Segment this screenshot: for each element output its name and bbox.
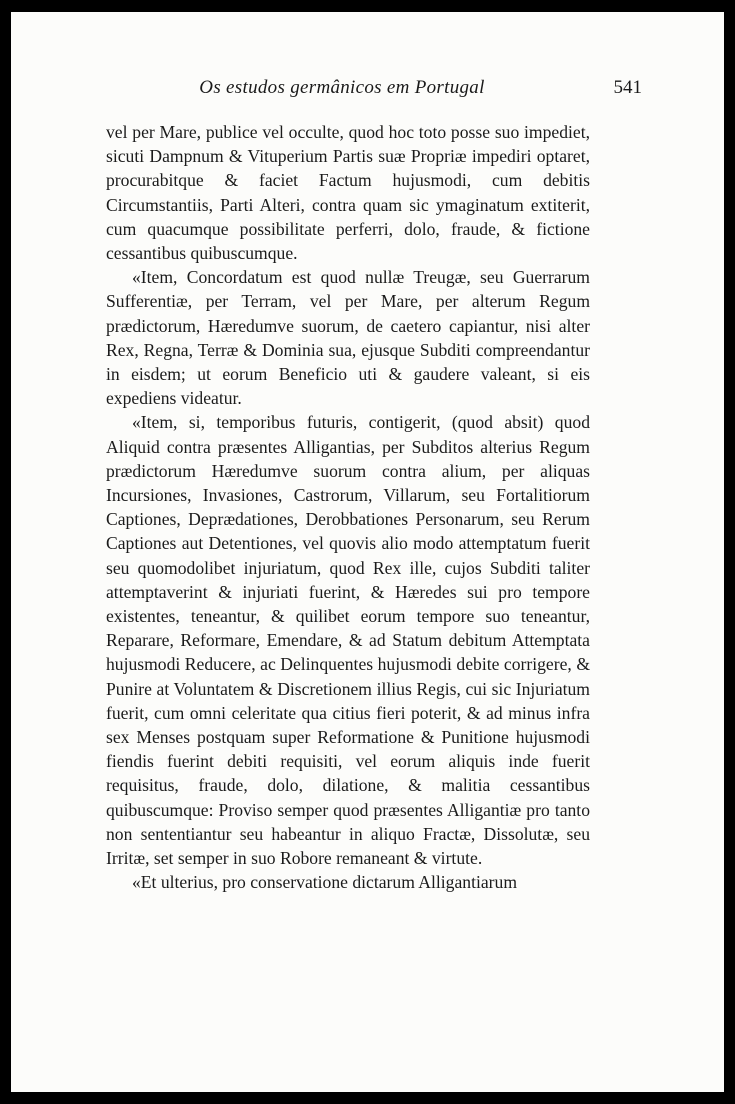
book-page (11, 12, 724, 1092)
body-text (106, 120, 590, 895)
paragraph: «Item, Concordatum est quod nullæ Treugæ, seu Guerrarum Sufferentiæ, per Terram, vel per Mare, per alterum Regum prædictorum, Hæredumve suorum, de caetero capiantur, nisi alter Rex, Regna, Terræ & Dominia sua, ejusque Subditi compreendantur in eisdem; ut eorum Beneficio uti & gaudere valeant, si eis expediens videatur. (106, 267, 590, 409)
paragraph: «Item, si, temporibus futuris, contigerit, (quod absit) quod Aliquid contra præsentes Alligantias, per Subditos alterius Regum prædictorum Hæredumve suorum contra alium, per aliquas Incursiones, Invasiones, Castrorum, Villarum, seu Fortalitiorum Captiones, Deprædationes, Derobbationes Personarum, seu Rerum Captiones aut Detentiones, vel quovis alio modo attemptatum fuerit seu quomodolibet injuriatum, quod Rex ille, cujos Subditi taliter attemptaverint & injuriati fuerint, & Hæredes sui pro tempore existentes, teneantur, & quilibet eorum tempore suo teneantur, Reparare, Reformare, Emendare, & ad Statum debitum Attemptata hujusmodi Reducere, ac Delinquentes hujusmodi debite corrigere, & Punire at Voluntatem & Discretionem illius Regis, cui sic Injuriatum fuerit, cum omni celeritate qua citius fieri poterit, & ad minus infra sex Menses postquam super Reformatione & Punitione hujusmodi fiendis fuerint debiti requisiti, vel eorum aliquis inde fuerit requisitus, fraude, dolo, dilatione, & malitia cessantibus quibuscumque: Proviso semper quod præsentes Alligantiæ pro tanto non sententiantur seu habeantur in aliquo Fractæ, Dissolutæ, seu Irritæ, set semper in suo Robore remaneant & virtute. (106, 412, 590, 869)
paragraph: «Et ulterius, pro conservatione dictarum Alligantiarum (132, 872, 518, 893)
running-title: Os estudos germânicos em Portugal (199, 77, 485, 98)
page-header (107, 77, 642, 107)
page-number: 541 (613, 77, 642, 98)
paragraph: vel per Mare, publice vel occulte, quod hoc toto posse suo impediet, sicuti Dampnum & Vituperium Partis suæ Propriæ impediri optaret, procurabitque & faciet Factum hujusmodi, cum debitis Circumstantiis, Parti Alteri, contra quam sic ymaginatum extiterit, cum quacumque possibilitate perferri, dolo, fraude, & fictione cessantibus quibuscumque. (106, 122, 590, 264)
